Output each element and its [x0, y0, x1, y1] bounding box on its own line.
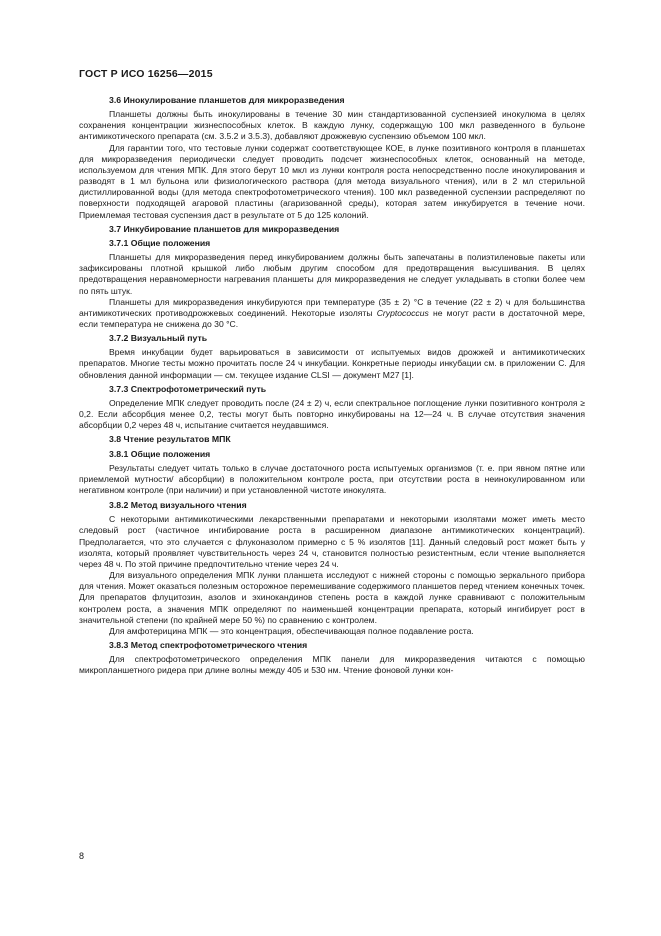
section-heading-3-8-2: 3.8.2 Метод визуального чтения: [109, 500, 247, 511]
document-body: [79, 95, 585, 677]
paragraph: Результаты следует читать только в случае достаточного роста испытуемых организмов (т. е. при явном пятне или приемлемой мутности/ абсорбции) в положительном контроле роста, при отсутствии роста в неинокулированном или негативном контроле (при наличии) и при установленной чистоте инокулята.: [79, 462, 585, 495]
paragraph: [79, 297, 585, 330]
paragraph: Для визуального определения МПК лунки планшета исследуют с нижней стороны с помощью зеркального прибора для чтения. Может оказаться полезным осторожное перемешивание содержимого планшетов перед чтением конечных точек. Для препаратов флуцитозин, азолов и эхинокандинов степень роста в каждой лунке сравнивают с положительным контролем роста, а значения МПК определяют по наименьшей концентрации препарата, который ингибирует рост в значительной степени (по крайней мере 50 %) по сравнению с контролем.: [79, 570, 585, 625]
paragraph: Для спектрофотометрического определения МПК панели для микроразведения читаются с помощью микропланшетного ридера при длине волны между 405 и 530 нм. Чтение фоновой лунки кон-: [79, 654, 585, 676]
paragraph: Для гарантии того, что тестовые лунки содержат соответствующее КОЕ, в лунке позитивного контроля в планшетах для микроразведения периодически следует проводить подсчет жизнеспособных клеток, основанный на методе, используемом для чтения МПК. Для этого берут 10 мкл из лунки контроля роста непосредственно после инокулирования и разводят в 1 мл бульона или физиологического раствора (для метода визуального чтения), или в 2 мл стерильной дистиллированной воды (для метода спектрофотометрического чтения). 100 мкл разведенной суспензии распределяют по поверхности подходящей агаровой пластины (агаризованной среды), которая затем инкубируется в течение ночи. Приемлемая тестовая суспензия даст в результате от 5 до 125 колоний.: [79, 142, 585, 220]
paragraph: Определение МПК следует проводить после (24 ± 2) ч, если спектральное поглощение лунки позитивного контроля ≥ 0,2. Если абсорбция менее 0,2, тесты могут быть повторно инкубированы на 12—24 ч. В случае отсутствия значения абсорбции 0,2 через 48 ч, испытание считается неудавшимся.: [79, 397, 585, 431]
paragraph-text: Планшеты для микроразведения инкубируются при температуре (35 ± 2) °С в течение (22 ± 2) ч для большинства антимикотических противодрожжевых соединений. Некоторые изоляты: [79, 296, 585, 318]
section-heading-3-7-3: 3.7.3 Спектрофотометрический путь: [109, 383, 267, 394]
section-heading-3-8: 3.8 Чтение результатов МПК: [109, 434, 231, 445]
paragraph: Время инкубации будет варьироваться в зависимости от испытуемых видов дрожжей и антимикотических препаратов. Многие тесты можно прочитать после 24 ч инкубации. Конкретные периоды инкубации см. в приложении С. Для обновления данной информации — см. текущее издание CLSI — документ М27 [1].: [79, 347, 585, 380]
paragraph: Планшеты для микроразведения перед инкубированием должны быть запечатаны в полиэтиленовые пакеты или зафиксированы плотной крышкой либо любым другим способом для предотвращения высушивания. В целях предотвращения неравномерности нагревания планшеты для микроразведения не следует укладывать в стопки более чем по пять штук.: [79, 252, 585, 296]
paragraph-text: не могут расти в достаточной мере, если температура не снижена до 30 °С.: [79, 307, 585, 329]
page-number: 8: [79, 851, 85, 861]
section-heading-3-6: 3.6 Инокулирование планшетов для микроразведения: [109, 95, 345, 105]
paragraph: С некоторыми антимикотическими лекарственными препаратами и некоторыми изолятами может иметь место следовый рост (частичное ингибирование роста в расширенном диапазоне антимикотических концентраций). Предполагается, что это случается с флуконазолом примерно с 5 % изолятов [11]. Данный следовый рост может быть у изолята, который проявляет чувствительность через 24 ч, становится полностью резистентным, если чтение выполняется через 48 ч. По этой причине предпочтительно чтение через 24 ч.: [79, 514, 585, 569]
section-heading-3-7-1: 3.7.1 Общие положения: [109, 237, 211, 248]
paragraph: Планшеты должны быть инокулированы в течение 30 мин стандартизованной суспензией инокулюма в целях сохранения концентрации жизнеспособных клеток. В каждую лунку, содержащую 100 мкл разведенного в бульоне антимикотического препарата (см. 3.5.2 и 3.5.3), добавляют дрожжевую суспензию объемом 100 мкл.: [79, 109, 585, 142]
document-code-header: ГОСТ Р ИСО 16256—2015: [79, 68, 213, 80]
section-heading-3-7: 3.7 Инкубирование планшетов для микроразведения: [109, 223, 340, 234]
section-heading-3-7-2: 3.7.2 Визуальный путь: [109, 333, 208, 344]
species-name-italic: Cryptococcus: [376, 307, 429, 318]
paragraph: Для амфотерицина МПК — это концентрация, обеспечивающая полное подавление роста.: [109, 625, 474, 636]
section-heading-3-8-3: 3.8.3 Метод спектрофотометрического чтения: [109, 640, 308, 651]
section-heading-3-8-1: 3.8.1 Общие положения: [109, 448, 211, 459]
